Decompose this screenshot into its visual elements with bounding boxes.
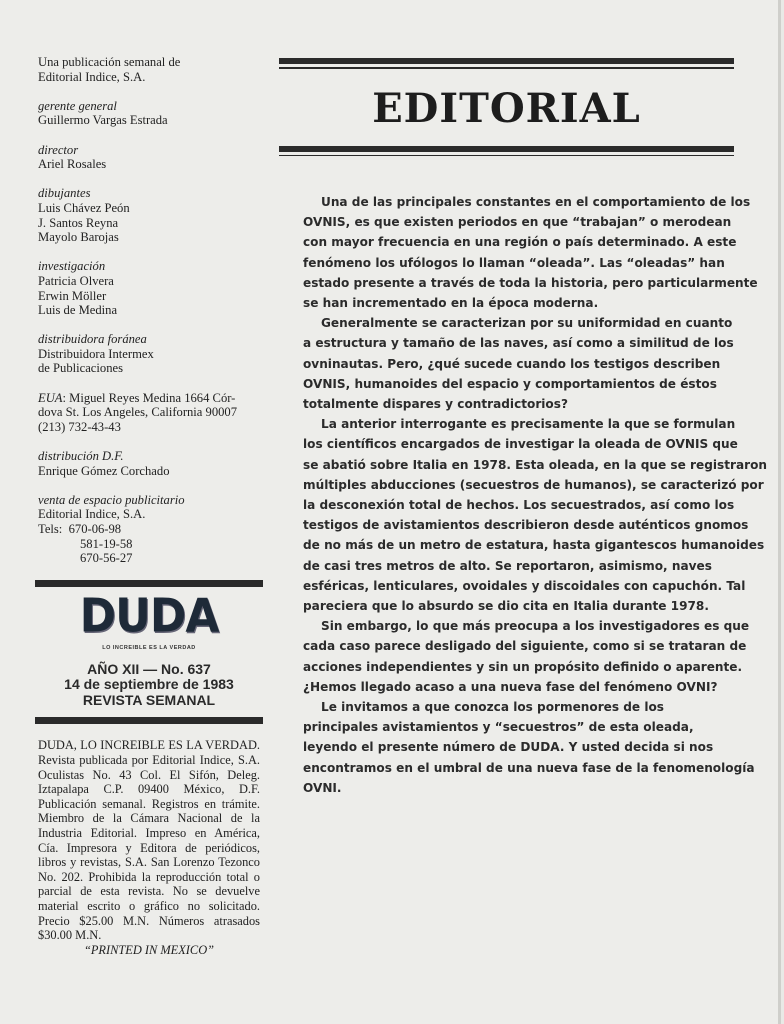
imprint-body: DUDA, LO INCREIBLE ES LA VERDAD. Revista publicada por Editorial Indice, S.A. Oculistas No. 43 Col. El Sifón, Deleg. Iztapalapa C.P. 09400 México, D.F. Publicación semanal. Registros en trámite. Miembro de la Cámara Nacional de la Industria Editorial. Impreso en América, Cía. Impresora y Editora de periódicos, libros y revistas, S.A. San Lorenzo Tezonco No. 202. Prohibida la reproducción total o parcial de esta revista. No se devuelve material escrito o gráfico no solicitado. Precio $25.00 M.N. Números atrasados $30.00 M.N.	[38, 738, 260, 943]
issue-type: REVISTA SEMANAL	[82, 691, 216, 708]
credit-name: Enrique Gómez Corchado	[38, 463, 170, 478]
credit-role: gerente general	[38, 98, 117, 113]
issue-info	[38, 662, 260, 709]
printed-in-mexico: “PRINTED IN MEXICO”	[83, 942, 215, 957]
phone-number: 670-56-27	[80, 551, 133, 566]
text-line: múltiples abducciones (secuestros de humanos), se caracterizó por	[303, 477, 764, 492]
text-line: Le invitamos a que conozca los pormenores de los	[321, 700, 665, 715]
credit-name: Editorial Indice, S.A.	[38, 507, 146, 522]
phone-line	[38, 522, 260, 537]
text-line: se abatió sobre Italia en 1978. Esta oleada, en la que se registraron	[303, 457, 768, 472]
credit-name: Guillermo Vargas Estrada	[38, 113, 168, 128]
credit-block	[38, 143, 260, 172]
duda-logo	[38, 590, 260, 656]
credit-name: Mayolo Barojas	[38, 230, 119, 245]
paragraph	[303, 414, 768, 616]
imprint-text	[38, 738, 260, 957]
logo-tagline: LO INCREIBLE ES LA VERDAD	[102, 645, 196, 652]
credit-role: investigación	[38, 259, 106, 274]
eua-line	[38, 391, 260, 406]
paragraph	[303, 192, 758, 313]
text-line: los científicos encargados de investigar la oleada de OVNIS que	[303, 437, 738, 452]
publisher-intro	[38, 55, 260, 84]
text-line: se han incrementado en la época moderna.	[303, 296, 599, 311]
credit-role: distribución D.F.	[38, 449, 124, 464]
text-line: la desconexión total de hechos. Los secuestrados, así como los	[303, 498, 735, 513]
masthead-column	[38, 55, 260, 957]
divider-bar	[35, 580, 263, 587]
df-distribution	[38, 449, 260, 478]
text-line: testigos de avistamientos describieron desde auténticos gnomos	[303, 518, 749, 533]
tels-label: Tels:	[38, 522, 63, 536]
text-line: pareciera que lo absurdo se dio cita en Italia durante 1978.	[303, 599, 709, 614]
rule	[279, 146, 734, 152]
eua-label: EUA	[38, 390, 63, 405]
credit-role: distribuidora foránea	[38, 332, 147, 347]
text-line: Sin embargo, lo que más preocupa a los investigadores es que	[321, 619, 750, 634]
text-line: ¿Hemos llegado acaso a una nueva fase del fenómeno OVNI?	[303, 679, 718, 694]
text-line: Generalmente se caracterizan por su uniformidad en cuanto	[321, 316, 733, 331]
rule	[279, 67, 734, 69]
credit-name: de Publicaciones	[38, 361, 123, 376]
text-line: estado presente a través de toda la historia, pero particularmente	[303, 275, 758, 290]
advertising-sales	[38, 493, 260, 566]
logo-word: DUDA	[79, 590, 219, 644]
eua-line: dova St. Los Angeles, California 90007	[38, 405, 238, 420]
credit-block	[38, 332, 260, 376]
text-line: Una de las principales constantes en el comportamiento de los	[321, 195, 751, 209]
phone-number: 581-19-58	[80, 536, 133, 551]
page-title: EDITORIAL	[372, 84, 641, 132]
text-line: cada caso parece desligado del siguiente, como si se trataran de	[303, 639, 747, 654]
intro-line: Una publicación semanal de	[38, 55, 181, 69]
eua-text: : Miguel Reyes Medina 1664 Cór-	[62, 390, 236, 405]
text-line: principales avistamientos y “secuestros” de esta oleada,	[303, 720, 694, 735]
intro-line: Editorial Indice, S.A.	[38, 69, 146, 84]
credit-name: Ariel Rosales	[38, 157, 107, 172]
text-line: OVNI.	[303, 780, 342, 795]
credit-name: Luis de Medina	[38, 303, 118, 318]
paragraph	[303, 697, 755, 798]
credit-role: dibujantes	[38, 186, 91, 201]
text-line: ovninautas. Pero, ¿qué sucede cuando los testigos describen	[303, 356, 721, 371]
credit-role: director	[38, 142, 79, 157]
credit-block	[38, 99, 260, 128]
text-line: leyendo el presente número de DUDA. Y usted decida si nos	[303, 740, 714, 755]
text-line: esféricas, lenticulares, ovoidales y discoidales con capuchón. Tal	[303, 578, 746, 593]
editorial-body	[303, 192, 768, 798]
credit-block	[38, 186, 260, 244]
text-line: encontramos en el umbral de una nueva fase de la fenomenología	[303, 760, 755, 775]
issue-date: 14 de septiembre de 1983	[64, 676, 234, 693]
text-line: totalmente dispares y contradictorios?	[303, 397, 568, 412]
text-line: de no más de un metro de estatura, hasta gigantescos humanoides	[303, 538, 765, 553]
issue-number: AÑO XII — No. 637	[87, 660, 211, 677]
divider-bar	[35, 717, 263, 724]
editorial-header	[279, 58, 734, 156]
text-line: La anterior interrogante es precisamente la que se formulan	[321, 417, 736, 432]
text-line: fenómeno los ufólogos lo llaman “oleada”. Las “oleadas” han	[303, 255, 725, 270]
credit-name: Erwin Möller	[38, 288, 107, 303]
paragraph	[303, 313, 734, 414]
rule	[279, 155, 734, 157]
credit-name: Luis Chávez Peón	[38, 200, 130, 215]
text-line: con mayor frecuencia en una región o país determinado. A este	[303, 235, 737, 250]
text-line: acciones independientes y sin un propósito definido o aparente.	[303, 659, 743, 674]
eua-distribution	[38, 391, 260, 435]
credit-name: Distribuidora Intermex	[38, 346, 154, 361]
rule	[279, 58, 734, 64]
credit-role: venta de espacio publicitario	[38, 492, 185, 507]
text-line: OVNIS, humanoides del espacio y comportamientos de éstos	[303, 376, 717, 391]
text-line: OVNIS, es que existen periodos en que “trabajan” o merodean	[303, 215, 732, 230]
text-line: de casi tres metros de alto. Se reportaron, asimismo, naves	[303, 558, 712, 573]
credit-name: Patricia Olvera	[38, 273, 114, 288]
credit-name: J. Santos Reyna	[38, 215, 119, 230]
eua-line: (213) 732-43-43	[38, 419, 121, 434]
credit-block	[38, 259, 260, 317]
phone-number: 670-06-98	[68, 522, 122, 536]
text-line: a estructura y tamaño de las naves, así como a similitud de los	[303, 336, 734, 351]
credits-list	[38, 99, 260, 376]
paragraph	[303, 616, 750, 697]
